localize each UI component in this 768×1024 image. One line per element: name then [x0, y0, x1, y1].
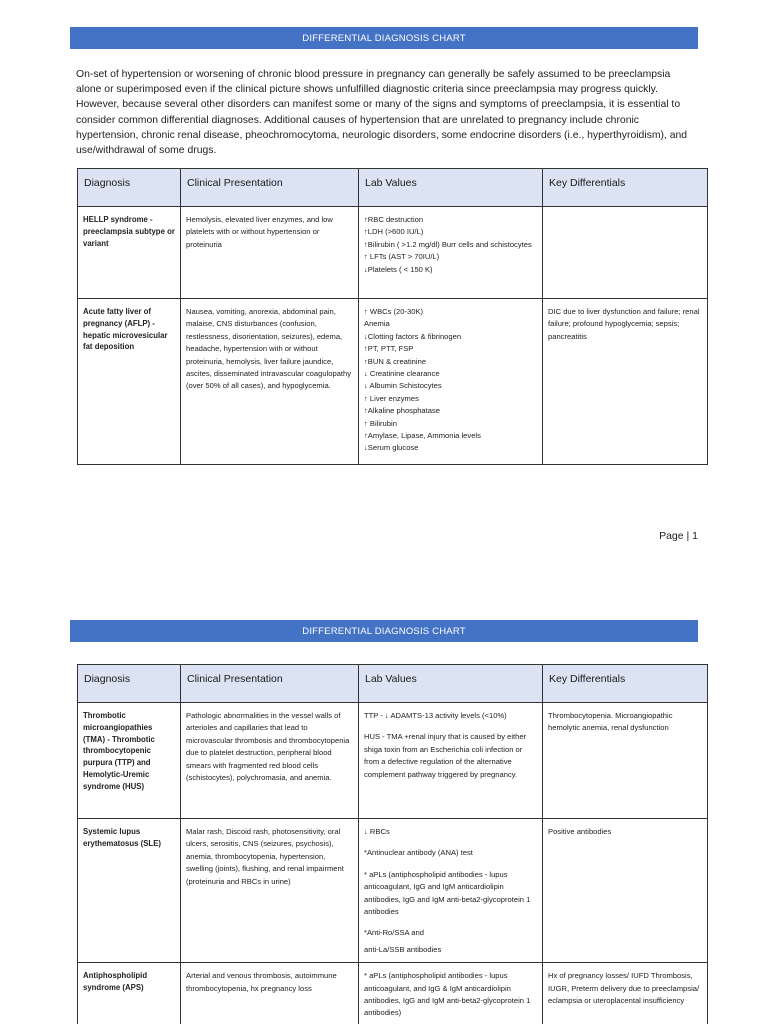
- lab-line: ↓ Albumin Schistocytes: [364, 381, 442, 391]
- lab-block: TTP - ↓ ADAMTS-13 activity levels (<10%): [364, 711, 507, 720]
- differentials-cell: Hx of pregnancy losses/ IUFD Thrombosis, IUGR, Preterm delivery due to preeclampsia/ eclampsia or uteroplacental insufficiency: [543, 963, 708, 1024]
- lab-block: * aPLs (antiphospholipid antibodies - lupus anticoagulant, IgG and IgM anticardiolipin antibodies, IgG and IgM anti-beta2-glycoprotein 1 antibodies: [364, 869, 531, 917]
- lab-line: ↓Platelets ( < 150 K): [364, 264, 433, 274]
- diagnosis-cell: HELLP syndrome - preeclampsia subtype or variant: [78, 207, 181, 299]
- clinical-cell: Hemolysis, elevated liver enzymes, and low platelets with or without hypertension or proteinuria: [181, 207, 359, 299]
- header-lab-values: Lab Values: [359, 169, 543, 207]
- lab-line: ↑BUN & creatinine: [364, 356, 427, 366]
- header-diagnosis: Diagnosis: [78, 665, 181, 703]
- lab-line: ↑ Liver enzymes: [364, 393, 419, 403]
- lab-line: ↑PT, PTT, FSP: [364, 344, 414, 354]
- lab-line: ↑RBC destruction: [364, 215, 424, 224]
- diagnosis-table-page2: [77, 664, 708, 1024]
- clinical-cell: Nausea, vomiting, anorexia, abdominal pain, malaise, CNS disturbances (confusion, restlessness, disorientation, seizures), edema, headache, hypertension with or without proteinuria, hemolysis, liver failure jaundice, ascites, disseminated intravascular coagulopathy (over 50% of all cases), and hypoglycemia.: [181, 299, 359, 465]
- lab-line: ↓ Creatinine clearance: [364, 369, 440, 379]
- header-key-differentials: Key Differentials: [543, 665, 708, 703]
- page1-title-banner: DIFFERENTIAL DIAGNOSIS CHART: [70, 27, 698, 49]
- lab-cell: [359, 703, 543, 819]
- header-clinical-presentation: Clinical Presentation: [181, 665, 359, 703]
- lab-block: anti-La/SSB antibodies: [364, 944, 442, 954]
- differentials-cell: Thrombocytopenia. Microangiopathic hemolytic anemia, renal dysfunction: [543, 703, 708, 819]
- diagnosis-cell: Acute fatty liver of pregnancy (AFLP) - hepatic microvesicular fat deposition: [78, 299, 181, 465]
- header-clinical-presentation: Clinical Presentation: [181, 169, 359, 207]
- lab-line: ↑Bilirubin ( >1.2 mg/dl) Burr cells and schistocytes: [364, 239, 532, 249]
- clinical-cell: Arterial and venous thrombosis, autoimmune thrombocytopenia, hx pregnancy loss: [181, 963, 359, 1024]
- lab-line: ↓Serum glucose: [364, 443, 419, 453]
- page2-title-banner: DIFFERENTIAL DIAGNOSIS CHART: [70, 620, 698, 642]
- lab-block: *Antinuclear antibody (ANA) test: [364, 848, 473, 858]
- table-row: [78, 963, 708, 1024]
- lab-line: ↑Alkaline phosphatase: [364, 406, 440, 416]
- lab-line: Anemia: [364, 319, 390, 329]
- intro-paragraph: On-set of hypertension or worsening of chronic blood pressure in pregnancy can generally be safely assumed to be preeclampsia alone or superimposed even if the clinical picture shows unfulfilled diagnostic criteria since preeclampsia may progress quickly. However, because several other disorders can manifest some or many of the signs and symptoms of preeclampsia, it is essential to consider common differential diagnoses. Additional causes of hypertension that are unrelated to pregnancy include chronic hypertension, chronic renal disease, pheochromocytoma, neurologic disorders, some endocrine disorders (i.e., hyperthyroidism), and use/withdrawal of some drugs.: [76, 69, 688, 157]
- table-header-row: [78, 665, 708, 703]
- diagnosis-cell: Antiphospholipid syndrome (APS): [78, 963, 181, 1024]
- lab-block: ↓ RBCs: [364, 827, 390, 836]
- lab-line: ↑ WBCs (20-30K): [364, 307, 424, 316]
- lab-line: ↑ LFTs (AST > 70IU/L): [364, 252, 440, 262]
- lab-line: ↓Clotting factors & fibrinogen: [364, 331, 462, 341]
- lab-cell: [359, 963, 543, 1024]
- header-lab-values: Lab Values: [359, 665, 543, 703]
- table-row: [78, 207, 708, 299]
- lab-cell: [359, 207, 543, 299]
- differentials-cell: [543, 207, 708, 299]
- lab-line: ↑LDH (>600 IU/L): [364, 227, 424, 237]
- lab-line: ↑Amylase, Lipase, Ammonia levels: [364, 431, 481, 441]
- page-number: Page | 1: [659, 530, 698, 542]
- diagnosis-cell: Thrombotic microangiopathies (TMA) - Thrombotic thrombocytopenic purpura (TTP) and Hemolytic-Uremic syndrome (HUS): [78, 703, 181, 819]
- differentials-cell: Positive antibodies: [543, 819, 708, 963]
- lab-block: HUS - TMA +renal injury that is caused by either shiga toxin from an Escherichia coli infection or from a defective regulation of the alternative complement pathway triggered by pregnancy.: [364, 732, 527, 779]
- table-row: [78, 819, 708, 963]
- header-diagnosis: Diagnosis: [78, 169, 181, 207]
- lab-line: ↑ Bilirubin: [364, 418, 397, 428]
- table-row: [78, 703, 708, 819]
- header-key-differentials: Key Differentials: [543, 169, 708, 207]
- lab-cell: [359, 299, 543, 465]
- lab-cell: [359, 819, 543, 963]
- lab-block: * aPLs (antiphospholipid antibodies - lupus anticoagulant, and IgG & IgM anticardiolipin antibodies, IgG and IgM anti-beta2-glycoprotein 1 antibodies): [364, 971, 531, 1018]
- lab-block: *Anti-Ro/SSA and: [364, 928, 424, 938]
- clinical-cell: Malar rash, Discoid rash, photosensitivity, oral ulcers, serositis, CNS (seizures, psychosis), anemia, thrombocytopenia, hypertension, swelling (joints), flushing, and renal impairment (proteinuria and RBCs in urine): [181, 819, 359, 963]
- table-header-row: [78, 169, 708, 207]
- table-row: [78, 299, 708, 465]
- diagnosis-table-page1: [77, 168, 708, 465]
- diagnosis-cell: Systemic lupus erythematosus (SLE): [78, 819, 181, 963]
- clinical-cell: Pathologic abnormalities in the vessel walls of arterioles and capillaries that lead to microvascular thrombosis and thrombocytopenia due to platelet destruction, peripheral blood smears with fragmented red blood cells (schistocytes), polychromasia, and anemia.: [181, 703, 359, 819]
- differentials-cell: DIC due to liver dysfunction and failure; renal failure; profound hypoglycemia; sepsis; pancreatitis: [543, 299, 708, 465]
